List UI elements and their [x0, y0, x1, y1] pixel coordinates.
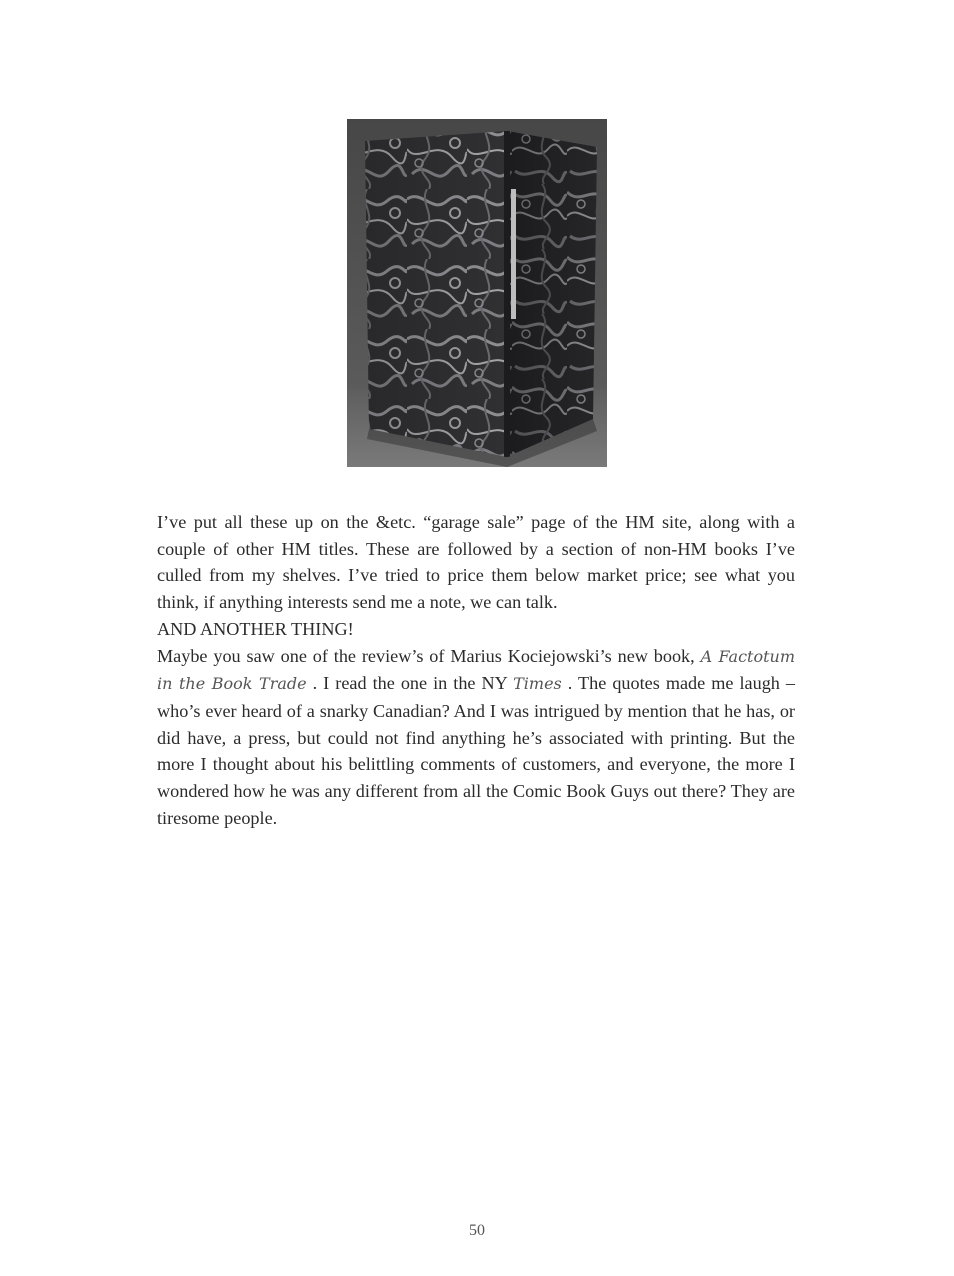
- paragraph-garage-sale: I’ve put all these up on the &etc. “garage sale” page of the HM site, along with a couple of other HM titles. These are followed by a section of non-HM books I’ve culled from my shelves. I’ve tried to price them below market price; see what you think, if anything interests send me a note, we can talk.: [157, 512, 795, 613]
- book-box-photo: [347, 119, 607, 467]
- paragraph-another-thing: AND ANOTHER THING!: [157, 618, 354, 639]
- review-text-part2: . I read the one in the NY: [306, 673, 514, 694]
- page-number: 50: [469, 1222, 485, 1239]
- review-text-part1: Maybe you saw one of the review’s of Marius Kociejowski’s new book,: [157, 645, 701, 666]
- review-text-part3: . The quotes made me laugh – who’s ever heard of a snarky Canadian? And I was intrigued by mention that he has, or did have, a press, but could not find anything he’s associated with printing. But the more I thought about his belittling comments of customers, and everyone, the more I wondered how he was any different from all the Comic Book Guys out there? They are tiresome people.: [157, 673, 795, 828]
- spine-label: [511, 189, 516, 319]
- box-spine-edge: [504, 131, 510, 457]
- book-title: A Factotum in the Book Trade: [157, 646, 795, 694]
- paragraph-review: [157, 643, 795, 832]
- newspaper-title: Times: [513, 674, 562, 694]
- body-text: [157, 509, 795, 831]
